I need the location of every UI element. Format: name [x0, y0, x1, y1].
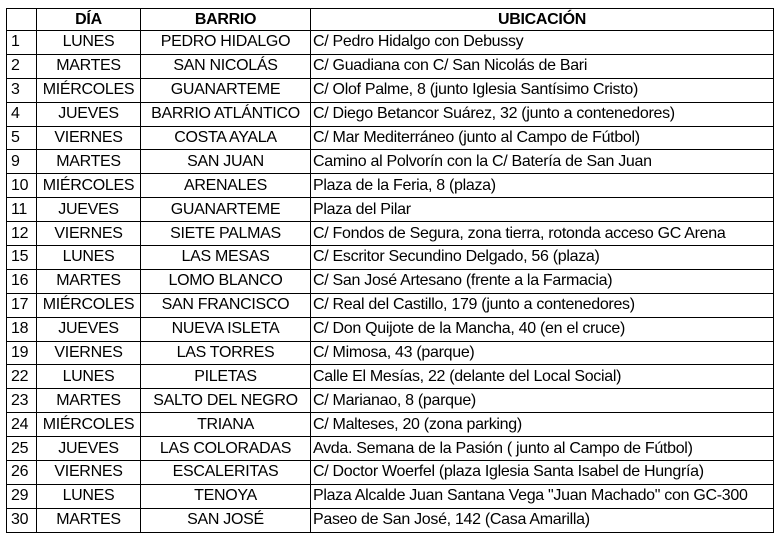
- table-row: [7, 413, 774, 437]
- header-ubicacion: UBICACIÓN: [311, 9, 774, 31]
- row-number-cell: 17: [7, 293, 37, 317]
- ubicacion-cell: C/ Malteses, 20 (zona parking): [311, 413, 774, 437]
- dia-cell: JUEVES: [37, 317, 141, 341]
- table-row: [7, 389, 774, 413]
- header-number: [7, 9, 37, 31]
- table-row: [7, 508, 774, 532]
- row-number-cell: 16: [7, 269, 37, 293]
- barrio-cell: ARENALES: [141, 174, 311, 198]
- ubicacion-cell: Camino al Polvorín con la C/ Batería de San Juan: [311, 150, 774, 174]
- ubicacion-cell: C/ Mimosa, 43 (parque): [311, 341, 774, 365]
- ubicacion-cell: Plaza de la Feria, 8 (plaza): [311, 174, 774, 198]
- table-row: [7, 150, 774, 174]
- barrio-cell: PILETAS: [141, 365, 311, 389]
- row-number-cell: 24: [7, 413, 37, 437]
- barrio-cell: LAS COLORADAS: [141, 437, 311, 461]
- table-row: [7, 269, 774, 293]
- dia-cell: JUEVES: [37, 102, 141, 126]
- table-row: [7, 293, 774, 317]
- table-row: [7, 341, 774, 365]
- ubicacion-cell: Plaza Alcalde Juan Santana Vega "Juan Machado" con GC-300: [311, 484, 774, 508]
- table-row: [7, 461, 774, 485]
- barrio-cell: LAS TORRES: [141, 341, 311, 365]
- barrio-cell: TENOYA: [141, 484, 311, 508]
- schedule-sheet: [6, 8, 774, 533]
- barrio-cell: TRIANA: [141, 413, 311, 437]
- row-number-cell: 4: [7, 102, 37, 126]
- table-row: [7, 54, 774, 78]
- table-row: [7, 365, 774, 389]
- barrio-cell: PEDRO HIDALGO: [141, 31, 311, 55]
- row-number-cell: 25: [7, 437, 37, 461]
- row-number-cell: 11: [7, 198, 37, 222]
- dia-cell: VIERNES: [37, 341, 141, 365]
- ubicacion-cell: C/ Fondos de Segura, zona tierra, rotonda acceso GC Arena: [311, 222, 774, 246]
- ubicacion-cell: C/ Mar Mediterráneo (junto al Campo de Fútbol): [311, 126, 774, 150]
- row-number-cell: 10: [7, 174, 37, 198]
- row-number-cell: 19: [7, 341, 37, 365]
- ubicacion-cell: C/ Escritor Secundino Delgado, 56 (plaza): [311, 246, 774, 270]
- dia-cell: LUNES: [37, 484, 141, 508]
- row-number-cell: 18: [7, 317, 37, 341]
- table-row: [7, 78, 774, 102]
- dia-cell: LUNES: [37, 246, 141, 270]
- barrio-cell: LAS MESAS: [141, 246, 311, 270]
- dia-cell: JUEVES: [37, 198, 141, 222]
- dia-cell: MIÉRCOLES: [37, 78, 141, 102]
- table-row: [7, 246, 774, 270]
- table-row: [7, 31, 774, 55]
- table-row: [7, 222, 774, 246]
- ubicacion-cell: Plaza del Pilar: [311, 198, 774, 222]
- row-number-cell: 2: [7, 54, 37, 78]
- barrio-cell: BARRIO ATLÁNTICO: [141, 102, 311, 126]
- barrio-cell: SIETE PALMAS: [141, 222, 311, 246]
- barrio-cell: SAN JOSÉ: [141, 508, 311, 532]
- row-number-cell: 15: [7, 246, 37, 270]
- barrio-cell: NUEVA ISLETA: [141, 317, 311, 341]
- row-number-cell: 12: [7, 222, 37, 246]
- row-number-cell: 5: [7, 126, 37, 150]
- dia-cell: MARTES: [37, 269, 141, 293]
- row-number-cell: 23: [7, 389, 37, 413]
- row-number-cell: 29: [7, 484, 37, 508]
- barrio-cell: COSTA AYALA: [141, 126, 311, 150]
- dia-cell: MARTES: [37, 54, 141, 78]
- header-row: [7, 9, 774, 31]
- dia-cell: MARTES: [37, 150, 141, 174]
- ubicacion-cell: C/ Don Quijote de la Mancha, 40 (en el cruce): [311, 317, 774, 341]
- ubicacion-cell: Calle El Mesías, 22 (delante del Local Social): [311, 365, 774, 389]
- row-number-cell: 30: [7, 508, 37, 532]
- barrio-cell: SAN NICOLÁS: [141, 54, 311, 78]
- barrio-cell: GUANARTEME: [141, 198, 311, 222]
- barrio-cell: SAN JUAN: [141, 150, 311, 174]
- row-number-cell: 22: [7, 365, 37, 389]
- barrio-cell: LOMO BLANCO: [141, 269, 311, 293]
- barrio-cell: SALTO DEL NEGRO: [141, 389, 311, 413]
- ubicacion-cell: C/ Real del Castillo, 179 (junto a contenedores): [311, 293, 774, 317]
- dia-cell: MIÉRCOLES: [37, 293, 141, 317]
- table-row: [7, 126, 774, 150]
- ubicacion-cell: Avda. Semana de la Pasión ( junto al Campo de Fútbol): [311, 437, 774, 461]
- ubicacion-cell: C/ Doctor Woerfel (plaza Iglesia Santa Isabel de Hungría): [311, 461, 774, 485]
- ubicacion-cell: Paseo de San José, 142 (Casa Amarilla): [311, 508, 774, 532]
- header-dia: DÍA: [37, 9, 141, 31]
- row-number-cell: 1: [7, 31, 37, 55]
- barrio-cell: SAN FRANCISCO: [141, 293, 311, 317]
- schedule-table: [6, 8, 774, 533]
- ubicacion-cell: C/ Pedro Hidalgo con Debussy: [311, 31, 774, 55]
- dia-cell: LUNES: [37, 365, 141, 389]
- table-row: [7, 317, 774, 341]
- ubicacion-cell: C/ Marianao, 8 (parque): [311, 389, 774, 413]
- dia-cell: JUEVES: [37, 437, 141, 461]
- dia-cell: LUNES: [37, 31, 141, 55]
- ubicacion-cell: C/ Diego Betancor Suárez, 32 (junto a contenedores): [311, 102, 774, 126]
- table-row: [7, 484, 774, 508]
- dia-cell: VIERNES: [37, 222, 141, 246]
- dia-cell: MARTES: [37, 508, 141, 532]
- ubicacion-cell: C/ San José Artesano (frente a la Farmacia): [311, 269, 774, 293]
- barrio-cell: GUANARTEME: [141, 78, 311, 102]
- table-row: [7, 437, 774, 461]
- dia-cell: VIERNES: [37, 126, 141, 150]
- table-body: [7, 31, 774, 533]
- row-number-cell: 26: [7, 461, 37, 485]
- table-row: [7, 102, 774, 126]
- ubicacion-cell: C/ Olof Palme, 8 (junto Iglesia Santísimo Cristo): [311, 78, 774, 102]
- dia-cell: MARTES: [37, 389, 141, 413]
- row-number-cell: 3: [7, 78, 37, 102]
- header-barrio: BARRIO: [141, 9, 311, 31]
- dia-cell: MIÉRCOLES: [37, 413, 141, 437]
- row-number-cell: 9: [7, 150, 37, 174]
- dia-cell: VIERNES: [37, 461, 141, 485]
- dia-cell: MIÉRCOLES: [37, 174, 141, 198]
- table-row: [7, 174, 774, 198]
- barrio-cell: ESCALERITAS: [141, 461, 311, 485]
- table-row: [7, 198, 774, 222]
- ubicacion-cell: C/ Guadiana con C/ San Nicolás de Bari: [311, 54, 774, 78]
